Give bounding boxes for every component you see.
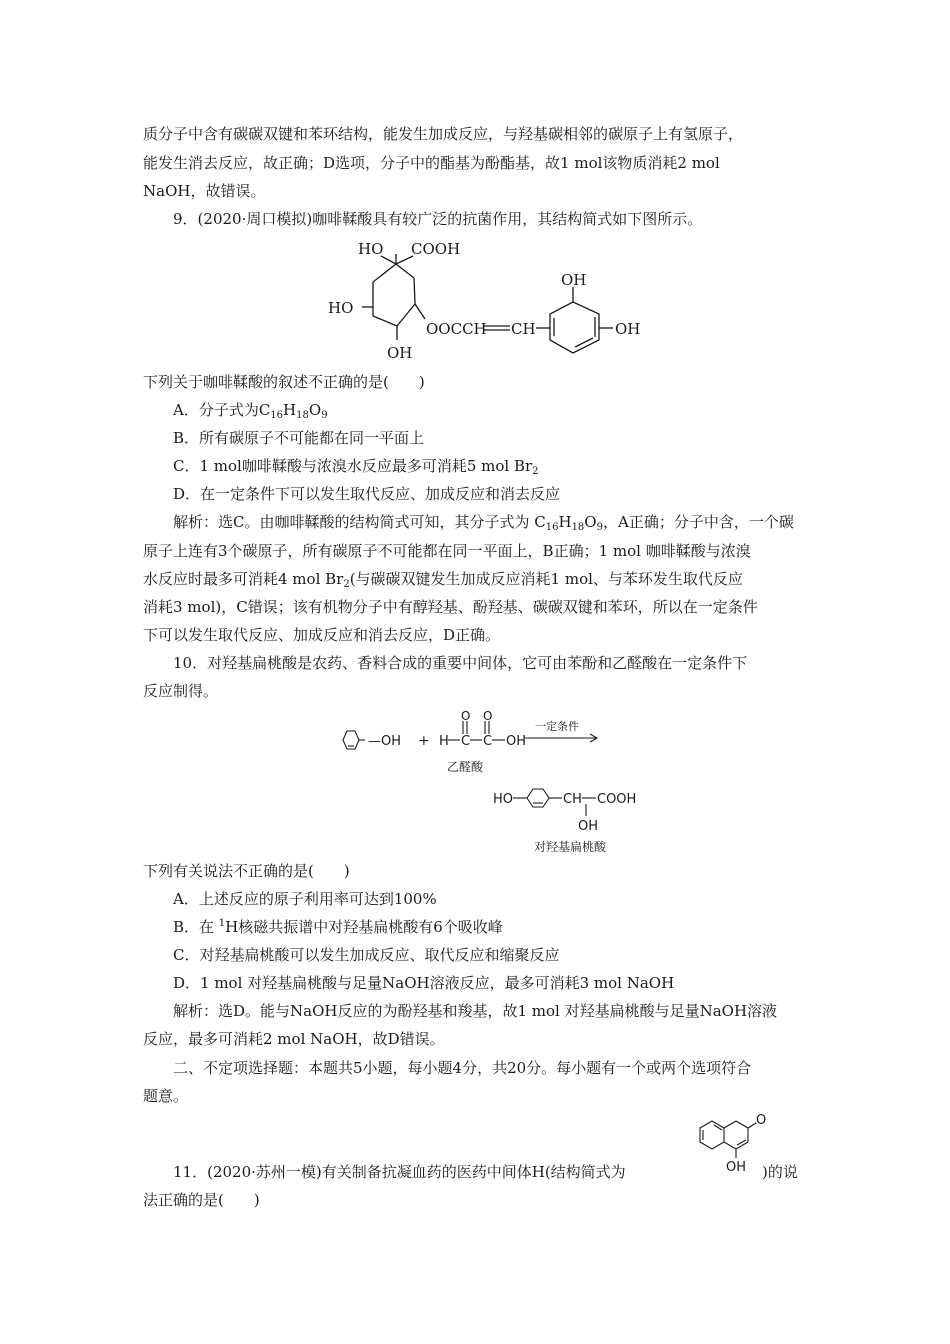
option-a: A．上述反应的原子利用率可达到100% <box>173 890 437 908</box>
question-11-stem: 11．(2020·苏州一模)有关制备抗凝血药的医药中间体H(结构简式为 <box>173 1163 626 1181</box>
option-d: D．1 mol 对羟基扁桃酸与足量NaOH溶液反应，最多可消耗3 mol NaOH <box>173 974 675 992</box>
carbonyl-o-label: O <box>483 709 493 723</box>
analysis-line: 反应，最多可消耗2 mol NaOH，故D错误。 <box>143 1030 445 1048</box>
c1-label: C <box>461 734 471 749</box>
h-label: H <box>439 734 449 749</box>
text-line: 质分子中含有碳碳双键和苯环结构，能发生加成反应，与羟基碳相邻的碳原子上有氢原子， <box>143 125 744 143</box>
option-a: A．分子式为$C_{16}H_{18}O_9$ <box>173 401 328 421</box>
oh-bottom-label: OH <box>387 344 413 362</box>
option-d: D．在一定条件下可以发生取代反应、加成反应和消去反应 <box>173 485 561 503</box>
product-name: 对羟基扁桃酸 <box>534 840 607 854</box>
c2-label: C <box>483 734 493 749</box>
question-9-stem: 9．(2020·周口模拟)咖啡鞣酸具有较广泛的抗菌作用，其结构简式如下图所示。 <box>173 210 703 228</box>
product-ch-label: CH <box>563 792 582 807</box>
option-c: C．1 mol咖啡鞣酸与浓溴水反应最多可消耗5 mol $Br_2$ <box>173 457 539 477</box>
option-b: B．在 $^1$H核磁共振谱中对羟基扁桃酸有6个吸收峰 <box>173 918 503 936</box>
product-ho-label: HO <box>493 792 514 807</box>
oh-ring-right-label: OH <box>615 320 641 338</box>
cooh-label: COOH <box>411 240 461 258</box>
ho-left-label: HO <box>328 299 354 317</box>
product-cooh-label: COOH <box>597 792 637 807</box>
glyoxylic-acid-name: 乙醛酸 <box>447 760 484 774</box>
question-10-stem: 反应制得。 <box>143 682 219 700</box>
coumarin-oh-label: OH <box>726 1160 747 1175</box>
product-oh-label: OH <box>578 819 599 834</box>
question-10-prompt: 下列有关说法不正确的是( ) <box>143 862 350 880</box>
section-heading: 二、不定项选择题：本题共5小题，每小题4分，共20分。每小题有一个或两个选项符合 <box>173 1059 752 1077</box>
arrow-condition-label: 一定条件 <box>535 720 579 733</box>
carbonyl-o-label: O <box>461 709 471 723</box>
analysis-line: 下可以发生取代反应、加成反应和消去反应，D正确。 <box>143 626 501 644</box>
analysis-line: 消耗3 mol)，C错误；该有机物分子中有醇羟基、酚羟基、碳碳双键和苯环，所以在一定条件 <box>143 598 758 616</box>
analysis-line: 水反应时最多可消耗4 mol $Br_2$(与碳碳双键发生加成反应消耗1 mol、与苯环发生取代反应 <box>143 570 743 590</box>
analysis-line: 解析：选C。由咖啡鞣酸的结构简式可知，其分子式为 $C_{16}H_{18}O_9$，A正确；分子中含，一个碳 <box>173 513 794 533</box>
ester-label: OOCCH <box>426 320 487 338</box>
phenol-oh-label: —OH <box>368 734 402 749</box>
analysis-line: 解析：选D。能与NaOH反应的为酚羟基和羧基，故1 mol 对羟基扁桃酸与足量NaOH溶液 <box>173 1002 778 1020</box>
oh-label: OH <box>506 734 527 749</box>
ho-top-label: HO <box>358 240 384 258</box>
question-9-prompt: 下列关于咖啡鞣酸的叙述不正确的是( ) <box>143 373 425 391</box>
text-line: 能发生消去反应，故正确；D选项，分子中的酯基为酚酯基，故1 mol该物质消耗2 mol <box>143 154 720 172</box>
question-11-stem-end: )的说 <box>762 1163 798 1181</box>
section-heading: 题意。 <box>143 1087 189 1105</box>
coumarin-o-label: O <box>756 1113 767 1128</box>
oh-ring-top-label: OH <box>561 271 587 289</box>
caffeoylquinic-acid-structure <box>325 232 685 362</box>
option-c: C．对羟基扁桃酸可以发生加成反应、取代反应和缩聚反应 <box>173 946 560 964</box>
question-10-stem: 10．对羟基扁桃酸是农药、香料合成的重要中间体，它可由苯酚和乙醛酸在一定条件下 <box>173 654 748 672</box>
ch-label: CH <box>511 320 536 338</box>
analysis-line: 原子上连有3个碳原子，所有碳原子不可能都在同一平面上，B正确；1 mol 咖啡鞣酸与浓溴 <box>143 542 751 560</box>
plus-sign: + <box>418 733 430 749</box>
text-line: NaOH，故错误。 <box>143 182 266 200</box>
reaction-scheme <box>330 709 690 854</box>
option-b: B．所有碳原子不可能都在同一平面上 <box>173 429 425 447</box>
question-11-stem: 法正确的是( ) <box>143 1191 260 1209</box>
